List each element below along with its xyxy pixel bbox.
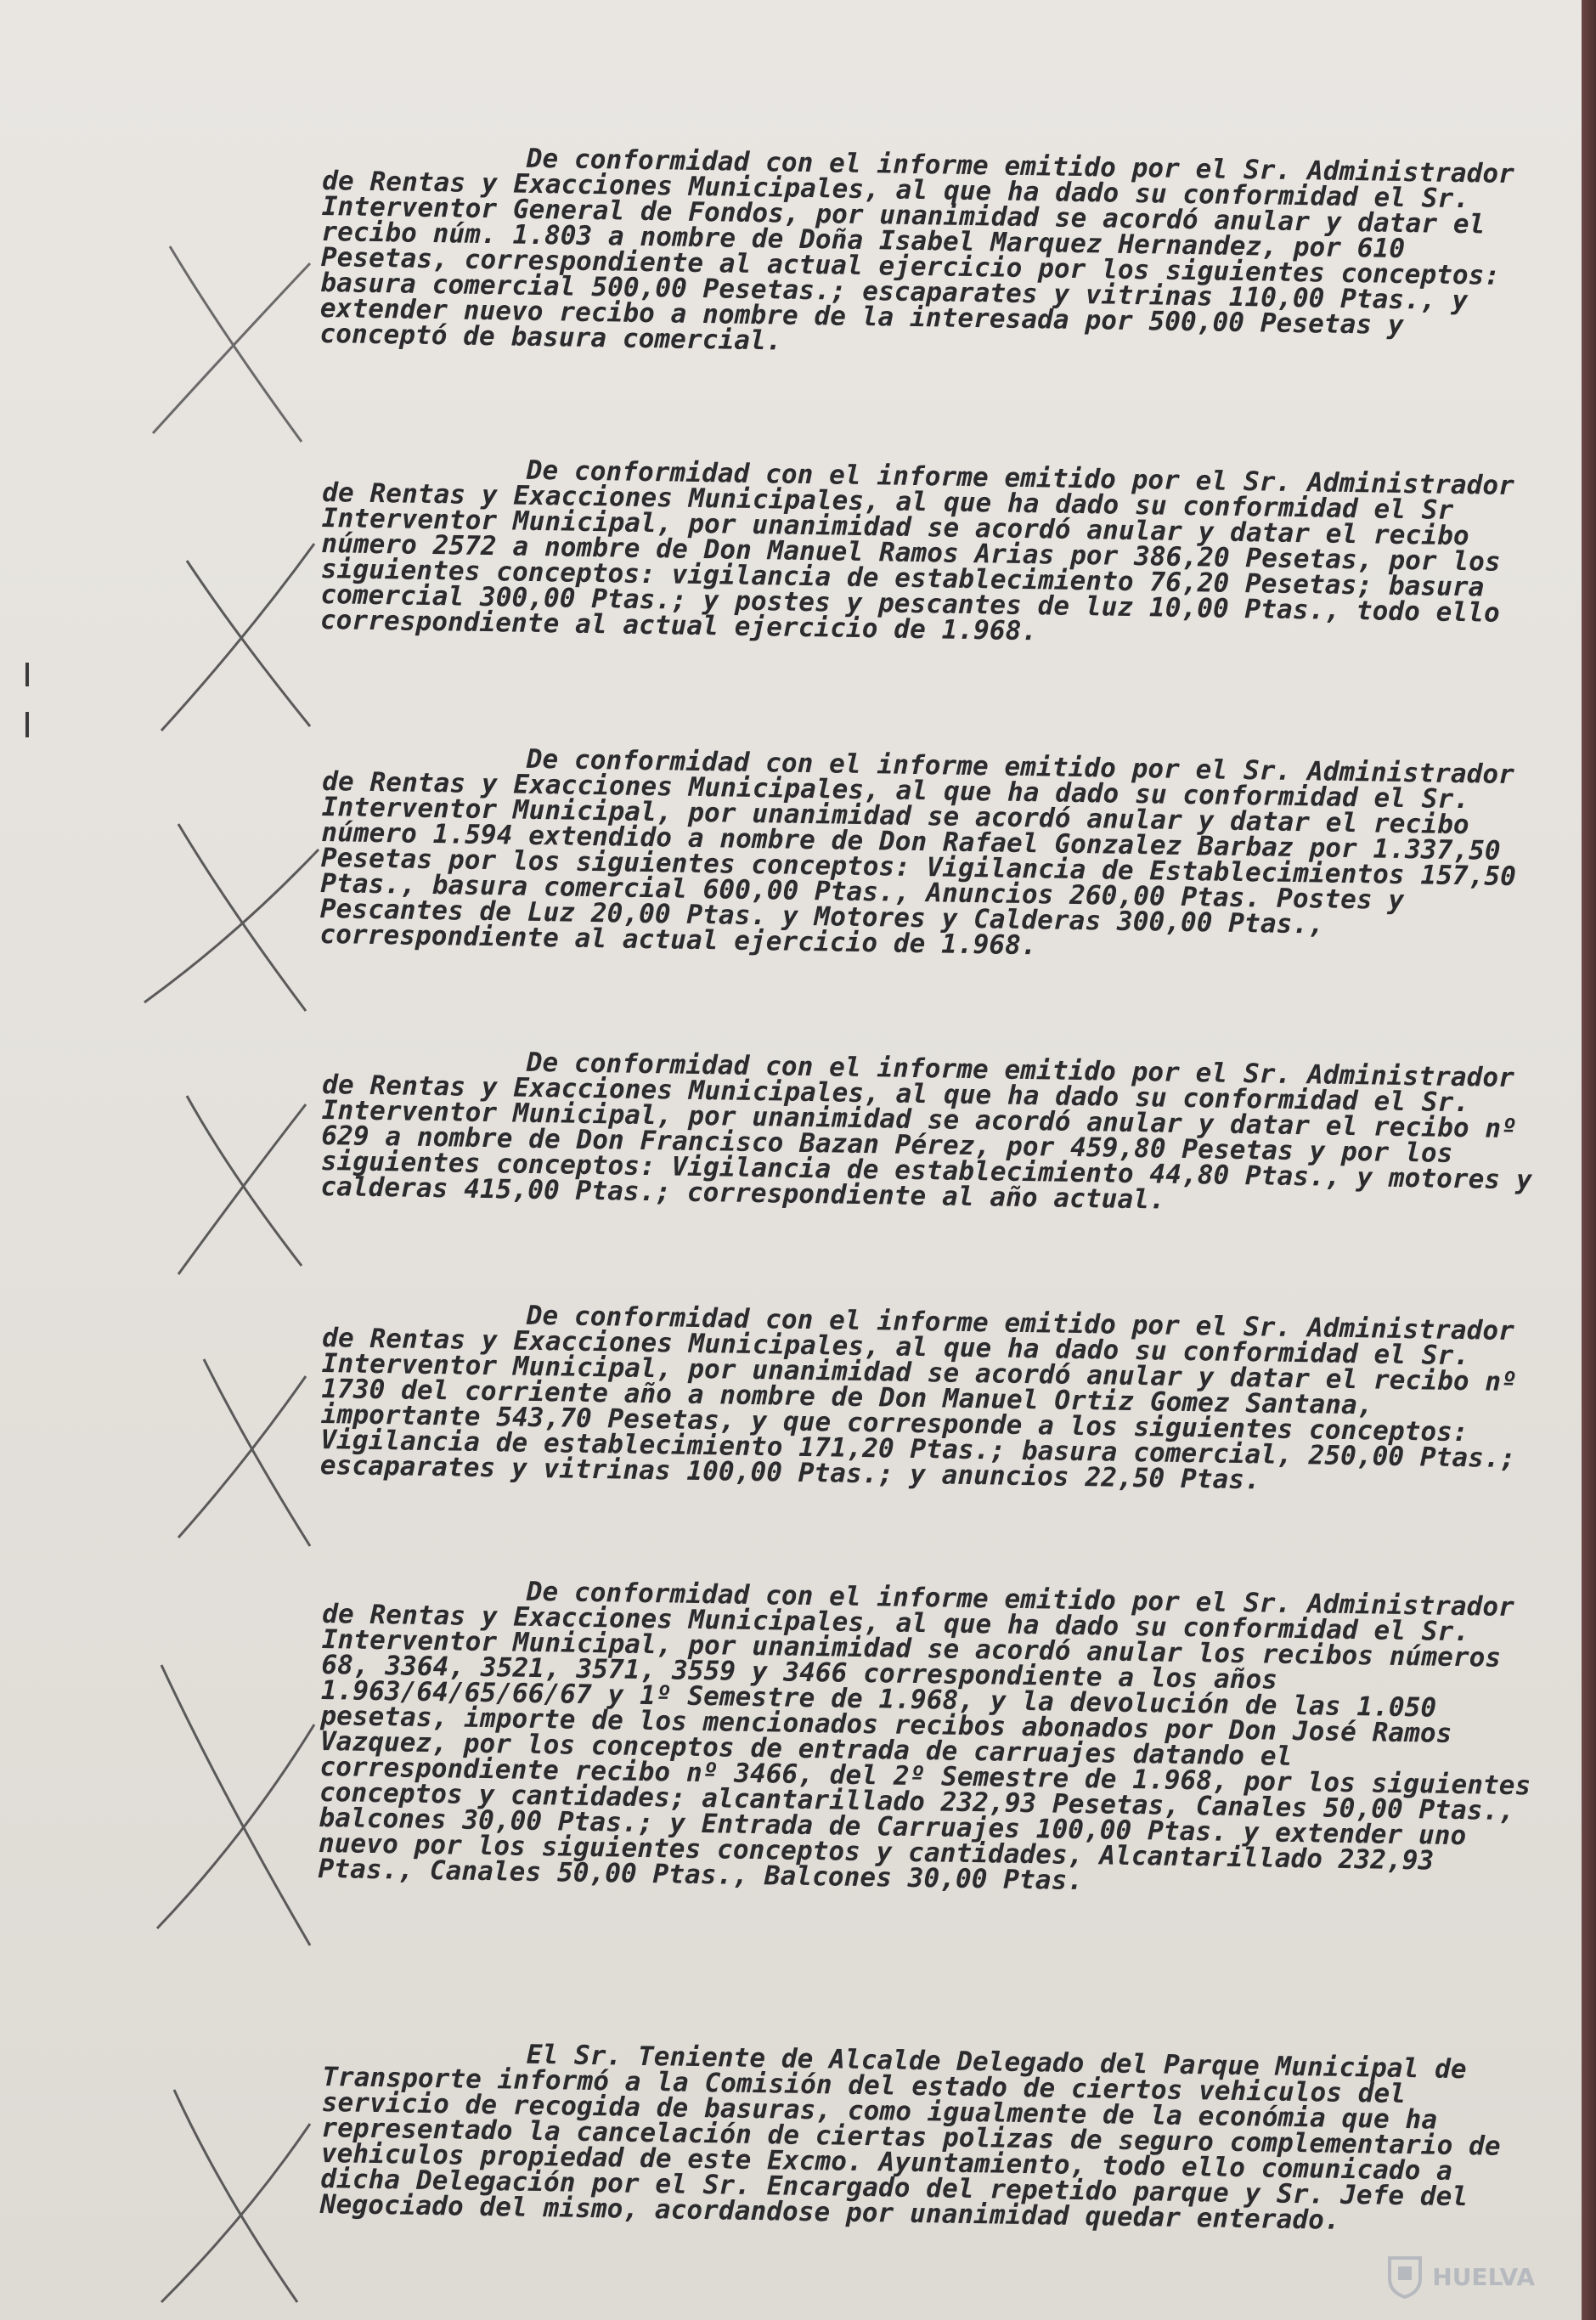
cross-out-mark-icon xyxy=(127,535,323,739)
cross-out-mark-icon xyxy=(127,229,323,450)
cross-out-mark-icon xyxy=(127,1648,323,1954)
cross-out-mark-icon xyxy=(127,1079,323,1283)
paragraph-parque-transporte: El Sr. Teniente de Alcalde Delegado del Parque Municipal de Transporte informó a la Comisión del estado de ciertos vehiculos del servicio de recogida de basuras, como igualmente de la económia que ha representado la cancelación de ciertas polizas de seguro complementario de vehiculos propiedad de este Excmo. Ayuntamiento, todo ello comunicado a dicha Delegación por el Sr. Encargado del repetido parque y Sr. Jefe del Negociado del mismo, acordandose por unanimidad quedar enterado. xyxy=(319,2039,1501,2236)
archive-stamp xyxy=(1386,2255,1535,2299)
margin-tick xyxy=(25,663,29,686)
paragraph-629: De conformidad con el informe emitido por el Sr. Administrador de Rentas y Exacciones Municipales, al que ha dado su conformidad el Sr. Interventor Municipal, por unanimidad se acordó anular y datar el recibo nº 629 a nombre de Don Francisco Bazan Pérez, por 459,80 Pesetas y por los siguientes conceptos: Vigilancia de establecimiento 44,80 Ptas., y motores y calderas 415,00 Ptas.; correspondiente al año actual. xyxy=(320,1047,1533,1216)
paragraph-1594: De conformidad con el informe emitido por el Sr. Administrador de Rentas y Exacciones Municipales, al que ha dado su conformidad el Sr. Interventor Municipal, por unanimidad se acordó anular y datar el recibo número 1.594 extendido a nombre de Don Rafael Gonzalez Barbaz por 1.337,50 Pesetas por los siguientes conceptos: Vigilancia de Establecimientos 157,50 Ptas., basura comercial 600,00 Ptas., Anuncios 260,00 Ptas. Postes y Pescantes de Luz 20,00 Ptas. y Motores y Calderas 300,00 Ptas., correspondiente al actual ejercicio de 1.968. xyxy=(319,743,1517,962)
shield-icon xyxy=(1386,2255,1424,2299)
paragraph-1730: De conformidad con el informe emitido por el Sr. Administrador de Rentas y Exacciones Municipales, al que ha dado su conformidad el Sr. Interventor Municipal, por unanimidad se acordó anular y datar el recibo nº 1730 del corriente año a nombre de Don Manuel Ortiz Gomez Santana, importante 543,70 Pesetas, y que corresponde a los siguientes conceptos: Vigilancia de establecimiento 171,20 Ptas.; basura comercial, 250,00 Ptas.; escaparates y vitrinas 100,00 Ptas.; y anuncios 22,50 Ptas. xyxy=(319,1300,1518,1496)
cross-out-mark-icon xyxy=(127,1351,323,1555)
stamp-text: HUELVA xyxy=(1432,2262,1535,2291)
paragraph-1803: De conformidad con el informe emitido por el Sr. Administrador de Rentas y Exacciones Municipales, al que ha dado su conformidad el Sr. Interventor General de Fondos, por unanimidad se acordó anular y datar el recibo núm. 1.803 a nombre de Doña Isabel Marquez Hernandez, por 610 Pesetas, correspondiente al actual ejercicio por los siguientes conceptos: basura comercial 500,00 Pesetas.; escaparates y vitrinas 110,00 Ptas., y extender nuevo recibo a nombre de la interesada por 500,00 Pesetas y conceptó de basura comercial. xyxy=(319,143,1515,357)
cross-out-mark-icon xyxy=(127,816,323,1019)
page-edge xyxy=(1582,0,1596,2320)
margin-tick xyxy=(25,712,29,737)
paragraph-carruajes: De conformidad con el informe emitido por el Sr. Administrador de Rentas y Exacciones Municipales, al que ha dado su conformidad el Sr. Interventor Municipal, por unanimidad se acordó anular los recibos números 68, 3364, 3521, 3571, 3559 y 3466 correspondiente a los años 1.963/64/65/66/67 y 1º Semestre de 1.968, y la devolución de las 1.050 pesetas, importe de los mencionados recibos abonados por Don José Ramos Vazquez, por los conceptos de entrada de carruajes datando el correspondiente recibo nº 3466, del 2º Semestre de 1.968, por los siguientes conceptos y cantidades; alcantarillado 232,93 Pesetas, Canales 50,00 Ptas., balcones 30,00 Ptas.; y Entrada de Carruajes 100,00 Ptas. y extender uno nuevo por los siguientes conceptos y cantidades, Alcantarillado 232,93 Ptas., Canales 50,00 Ptas., Balcones 30,00 Ptas. xyxy=(318,1576,1531,1897)
paragraph-2572: De conformidad con el informe emitido por el Sr. Administrador de Rentas y Exacciones Municipales, al que ha dado su conformidad el Sr Interventor Municipal, por unanimidad se acordó anular y datar el recibo número 2572 a nombre de Don Manuel Ramos Arias por 386,20 Pesetas, por los siguientes conceptos: vigilancia de establecimiento 76,20 Pesetas; basura comercial 300,00 Ptas.; y postes y pescantes de luz 10,00 Ptas., todo ello correspondiente al actual ejercicio de 1.968. xyxy=(319,454,1515,647)
cross-out-mark-icon xyxy=(127,2073,323,2311)
